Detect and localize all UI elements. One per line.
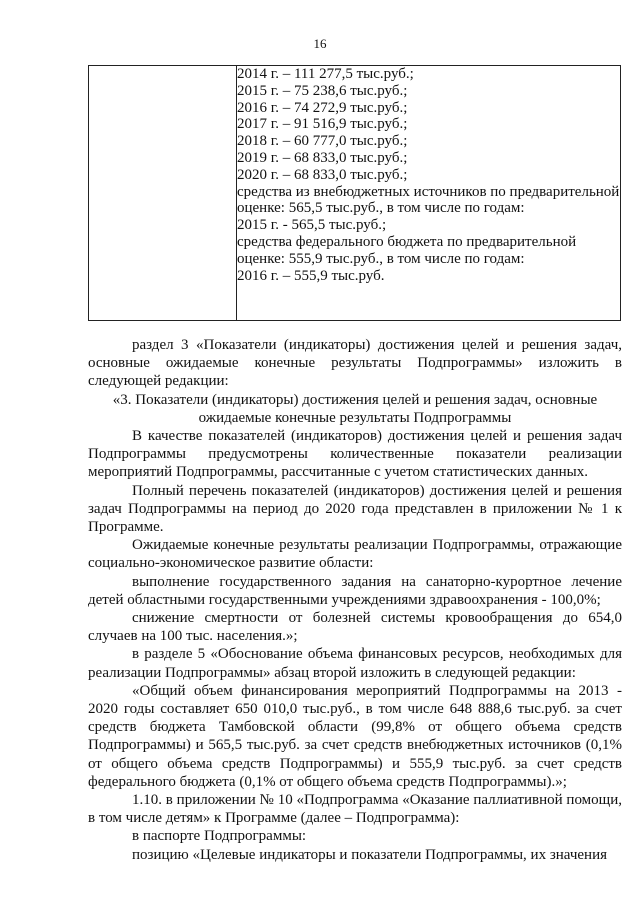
funding-table [88, 65, 621, 321]
indicators-paragraph: В качестве показателей (индикаторов) достижения целей и решения задач Подпрограммы предусмотрены количественные показатели реализации мероприятий Подпрограммы, рассчитанные с учетом статистических данных. [88, 428, 622, 481]
funding-line-2018: 2018 г. – 60 777,0 тыс.руб.; [237, 133, 408, 150]
funding-line-2016: 2016 г. – 74 272,9 тыс.руб.; [237, 99, 408, 116]
table-left-cell [89, 66, 237, 321]
item-1-10: 1.10. в приложении № 10 «Подпрограмма «Оказание паллиативной помощи, в том числе детям» к Программе (далее – Подпрограмма): [88, 792, 622, 827]
federal-budget-text: средства федерального бюджета по предварительной оценке: 555,9 тыс.руб., в том числе по годам: [237, 233, 577, 267]
funding-line-2017: 2017 г. – 91 516,9 тыс.руб.; [237, 116, 408, 133]
extrabudgetary-line-2015: 2015 г. - 565,5 тыс.руб.; [237, 217, 387, 234]
section-3-instruction: раздел 3 «Показатели (индикаторы) достижения целей и решения задач, основные ожидаемые конечные результаты Подпрограммы» изложить в следующей редакции: [88, 337, 622, 390]
position-line: позицию «Целевые индикаторы и показатели Подпрограммы, их значения [132, 846, 607, 863]
funding-line-2020: 2020 г. – 68 833,0 тыс.руб.; [237, 166, 408, 183]
document-body [88, 336, 622, 864]
federal-line-2016: 2016 г. – 555,9 тыс.руб. [237, 267, 385, 284]
table-right-cell [237, 66, 621, 321]
result-sanatorium: выполнение государственного задания на санаторно-курортное лечение детей областными государственными учреждениями здравоохранения - 100,0%; [88, 573, 622, 608]
expected-results-paragraph: Ожидаемые конечные результаты реализации Подпрограммы, отражающие социально-экономическое развитие области: [88, 537, 622, 572]
result-mortality: снижение смертности от болезней системы кровообращения до 654,0 случаев на 100 тыс. населения.»; [88, 610, 622, 645]
financing-paragraph: «Общий объем финансирования мероприятий Подпрограммы на 2013 - 2020 годы составляет 650 010,0 тыс.руб., в том числе 648 888,6 тыс.руб. за счет средств бюджета Тамбовской области (99,8% от общего объема средств Подпрограммы) и 565,5 тыс.руб. за счет средств внебюджетных источников (0,1% от общего объема средств Подпрограммы) и 555,9 тыс.руб. за счет средств федерального бюджета (0,1% от общего объема средств Подпрограммы).»; [88, 682, 622, 790]
section-3-heading: «3. Показатели (индикаторы) достижения целей и решения задач, основные ожидаемые конечные результаты Подпрограммы [112, 391, 598, 426]
extrabudgetary-sources-text: средства из внебюджетных источников по предварительной оценке: 565,5 тыс.руб., в том числе по годам: [237, 183, 620, 217]
section-5-instruction: в разделе 5 «Обоснование объема финансовых ресурсов, необходимых для реализации Подпрограммы» абзац второй изложить в следующей редакции: [88, 646, 622, 681]
indicators-list-paragraph: Полный перечень показателей (индикаторов) достижения целей и решения задач Подпрограммы на период до 2020 года представлен в приложении № 1 к Программе. [88, 482, 622, 536]
funding-line-2015: 2015 г. – 75 238,6 тыс.руб.; [237, 82, 408, 99]
funding-line-2014: 2014 г. – 111 277,5 тыс.руб.; [237, 66, 414, 82]
page-number: 16 [313, 36, 327, 51]
funding-line-2019: 2019 г. – 68 833,0 тыс.руб.; [237, 149, 408, 166]
passport-line: в паспорте Подпрограммы: [132, 828, 307, 845]
table-row [89, 66, 621, 321]
